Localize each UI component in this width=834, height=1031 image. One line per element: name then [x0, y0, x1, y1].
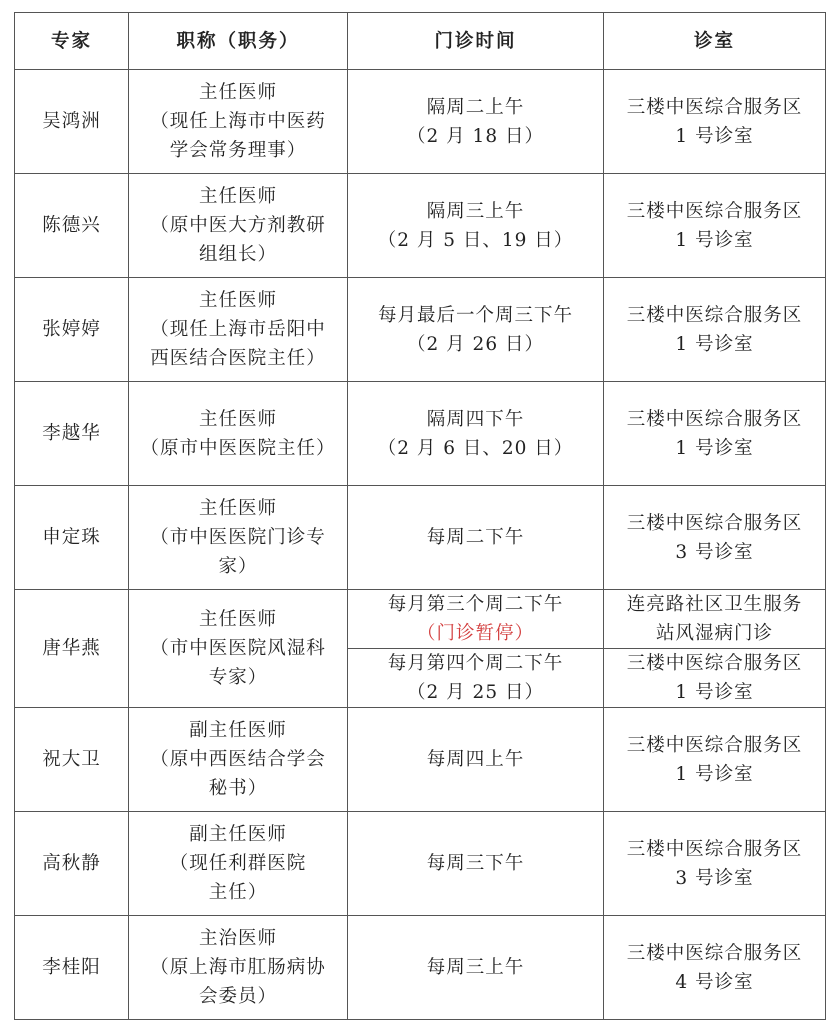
time-line: 每周三下午 — [426, 853, 525, 874]
expert-name: 陈德兴 — [15, 174, 129, 278]
title-line: （原市中医医院主任） — [140, 437, 336, 459]
room-line: 三楼中医综合服务区 — [626, 838, 803, 860]
expert-name: 张婷婷 — [15, 278, 129, 382]
header-expert: 专家 — [15, 13, 129, 70]
room-line: 1 号诊室 — [675, 437, 754, 459]
clinic-room — [604, 174, 826, 278]
time-line: 隔周三上午 — [426, 200, 525, 222]
title-line: 主任医师 — [198, 82, 277, 103]
title-line: （现任上海市岳阳中 — [150, 319, 326, 340]
expert-title — [129, 590, 348, 708]
room-line: 站风湿病门诊 — [655, 623, 773, 644]
room-line: 三楼中医综合服务区 — [626, 734, 803, 756]
expert-title — [129, 382, 348, 486]
title-line: （市中医医院风湿科 — [150, 638, 326, 659]
room-line: 3 号诊室 — [675, 867, 754, 889]
title-line: 主治医师 — [198, 928, 277, 949]
clinic-time — [348, 916, 604, 1020]
title-line: 主任医师 — [198, 408, 277, 430]
clinic-room — [604, 812, 826, 916]
table-row — [15, 70, 826, 174]
time-line: （2 月 5 日、19 日） — [377, 229, 574, 251]
room-line: 三楼中医综合服务区 — [626, 408, 803, 430]
header-row — [15, 13, 826, 70]
clinic-room — [604, 916, 826, 1020]
table-row — [15, 916, 826, 1020]
title-line: 副主任医师 — [189, 824, 287, 845]
time-line: 每周二下午 — [426, 527, 525, 548]
time-line: 每周四上午 — [426, 749, 525, 770]
title-line: 西医结合医院主任） — [150, 348, 326, 369]
title-line: 学会常务理事） — [169, 140, 307, 161]
room-line: 1 号诊室 — [675, 229, 754, 251]
room-line: 三楼中医综合服务区 — [626, 96, 803, 118]
time-line: 隔周二上午 — [426, 96, 525, 118]
expert-title — [129, 486, 348, 590]
expert-name: 申定珠 — [15, 486, 129, 590]
expert-name: 高秋静 — [15, 812, 129, 916]
clinic-time — [348, 278, 604, 382]
room-line: 1 号诊室 — [675, 125, 754, 147]
expert-name: 唐华燕 — [15, 590, 129, 708]
time-line: 每月第三个周二下午 — [387, 594, 564, 615]
clinic-time — [348, 812, 604, 916]
clinic-room — [604, 382, 826, 486]
title-line: 专家） — [208, 667, 268, 688]
clinic-time — [348, 649, 604, 708]
expert-title — [129, 916, 348, 1020]
room-line: 连亮路社区卫生服务 — [626, 594, 803, 615]
clinic-room — [604, 278, 826, 382]
room-line: 1 号诊室 — [675, 682, 754, 703]
clinic-time — [348, 174, 604, 278]
header-time: 门诊时间 — [348, 13, 604, 70]
expert-title — [129, 174, 348, 278]
time-line: （2 月 6 日、20 日） — [377, 437, 574, 459]
table-row — [15, 708, 826, 812]
table-row — [15, 590, 826, 649]
time-line: 每周三上午 — [426, 957, 525, 978]
title-line: （现任上海市中医药 — [150, 111, 326, 132]
title-line: 主任） — [208, 882, 268, 903]
title-line: （原上海市肛肠病协 — [150, 957, 326, 978]
table-row — [15, 812, 826, 916]
expert-title — [129, 278, 348, 382]
title-line: 主任医师 — [198, 609, 277, 630]
title-line: 副主任医师 — [189, 720, 287, 741]
clinic-room — [604, 590, 826, 649]
room-line: 三楼中医综合服务区 — [626, 653, 803, 674]
time-line: （2 月 26 日） — [407, 333, 544, 355]
room-line: 3 号诊室 — [675, 541, 754, 563]
header-room: 诊室 — [604, 13, 826, 70]
time-line: 每月第四个周二下午 — [387, 653, 564, 674]
room-line: 1 号诊室 — [675, 333, 754, 355]
room-line: 4 号诊室 — [675, 971, 754, 993]
expert-title — [129, 812, 348, 916]
expert-title — [129, 708, 348, 812]
suspended-note: （门诊暂停） — [416, 623, 534, 644]
title-line: （原中医大方剂教研 — [150, 215, 326, 236]
room-line: 1 号诊室 — [675, 763, 754, 785]
clinic-room — [604, 486, 826, 590]
clinic-time — [348, 70, 604, 174]
clinic-room — [604, 708, 826, 812]
expert-name: 李桂阳 — [15, 916, 129, 1020]
table-row — [15, 382, 826, 486]
time-line: 每月最后一个周三下午 — [377, 304, 573, 326]
expert-name: 吴鸿洲 — [15, 70, 129, 174]
room-line: 三楼中医综合服务区 — [626, 942, 803, 964]
expert-name: 祝大卫 — [15, 708, 129, 812]
schedule-wrapper — [14, 12, 826, 1020]
expert-title — [129, 70, 348, 174]
expert-name: 李越华 — [15, 382, 129, 486]
title-line: 家） — [218, 556, 258, 577]
time-line: （2 月 18 日） — [407, 125, 544, 147]
title-line: 会委员） — [198, 986, 277, 1007]
header-title: 职称（职务） — [129, 13, 348, 70]
title-line: 主任医师 — [198, 498, 277, 519]
clinic-time — [348, 590, 604, 649]
clinic-schedule-table — [14, 12, 826, 1020]
clinic-room — [604, 649, 826, 708]
room-line: 三楼中医综合服务区 — [626, 200, 803, 222]
title-line: （现任利群医院 — [169, 853, 307, 874]
title-line: 秘书） — [208, 778, 268, 799]
clinic-time — [348, 382, 604, 486]
room-line: 三楼中医综合服务区 — [626, 512, 803, 534]
table-row — [15, 174, 826, 278]
time-line: （2 月 25 日） — [407, 682, 544, 703]
title-line: 组组长） — [198, 244, 277, 265]
time-line: 隔周四下午 — [426, 408, 525, 430]
clinic-room — [604, 70, 826, 174]
title-line: （原中西医结合学会 — [150, 749, 326, 770]
clinic-time — [348, 708, 604, 812]
clinic-time — [348, 486, 604, 590]
table-row — [15, 278, 826, 382]
table-row — [15, 486, 826, 590]
title-line: 主任医师 — [198, 290, 277, 311]
title-line: 主任医师 — [198, 186, 277, 207]
room-line: 三楼中医综合服务区 — [626, 304, 803, 326]
title-line: （市中医医院门诊专 — [150, 527, 326, 548]
